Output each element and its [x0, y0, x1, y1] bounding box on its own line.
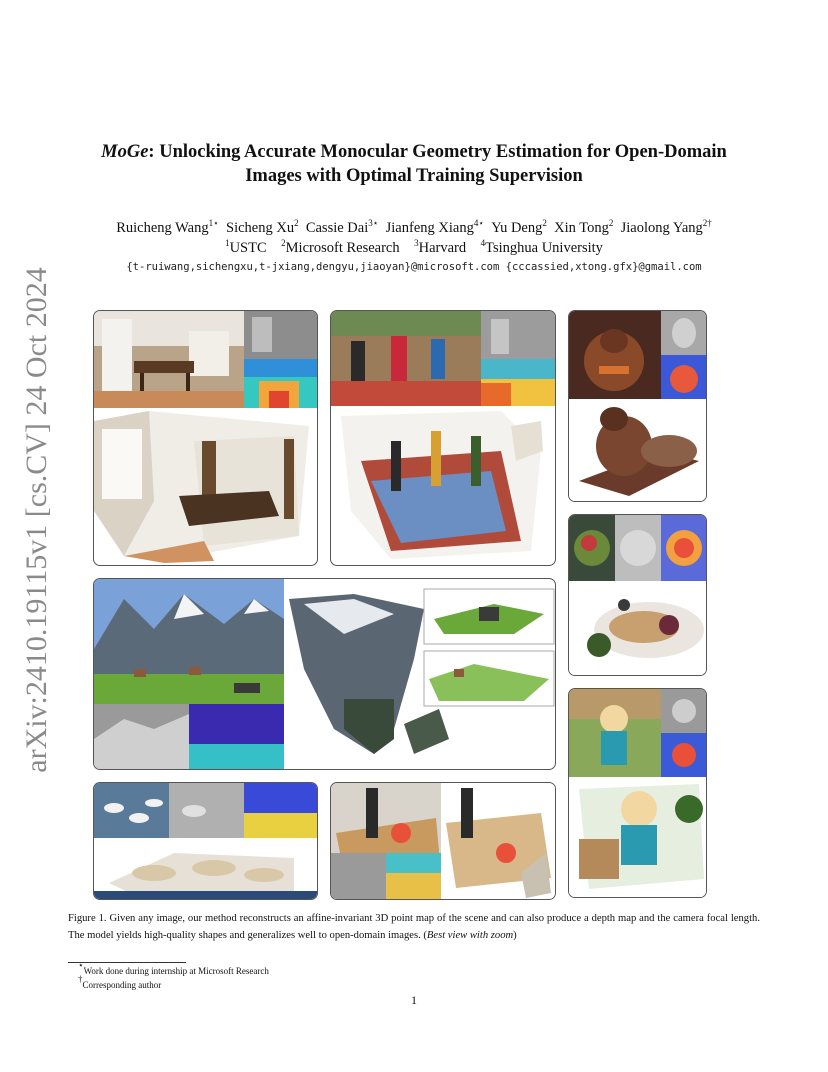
- caption-text: Given any image, our method reconstructs an affine-invariant 3D point map of the scene and can also produce a depth map and the camera focal length. The model yields high-quality shapes and generalizes well to open-domain images. (: [68, 913, 760, 941]
- author-mark: 3⋆: [368, 218, 379, 228]
- affiliation-name: USTC: [229, 240, 267, 256]
- author-name: Jiaolong Yang: [620, 220, 703, 236]
- anime-illustration: [569, 689, 707, 898]
- author-entry: [386, 220, 484, 236]
- mountain-illustration: [94, 579, 556, 770]
- pelicans-panel: [93, 782, 318, 900]
- affiliation-mark: 4: [480, 238, 486, 248]
- page-number: 1: [411, 993, 417, 1007]
- anime-panel: [568, 688, 707, 898]
- author-mark: 2: [542, 218, 547, 228]
- author-entry: [621, 220, 712, 236]
- affiliation-mark: 1: [225, 238, 230, 248]
- caption-end: ): [513, 929, 517, 941]
- market-panel: [330, 310, 556, 566]
- author-mark: 2: [608, 218, 614, 228]
- caption-label: Figure 1.: [68, 913, 107, 924]
- author-name: Xin Tong: [554, 220, 609, 236]
- affiliation-name: Microsoft Research: [285, 240, 400, 256]
- author-mark: 4⋆: [473, 218, 484, 228]
- robot-panel: [330, 782, 556, 900]
- author-entry: [306, 220, 379, 236]
- affiliation-name: Harvard: [418, 240, 467, 256]
- author-emails: {t-ruiwang,sichengxu,t-jxiang,dengyu,jiaoyan}@microsoft.com {cccassied,xtong.gfx}@gmail.com: [126, 261, 702, 273]
- author-name: Cassie Dai: [305, 220, 369, 236]
- author-name: Sicheng Xu: [226, 220, 295, 236]
- title-method-name: MoGe: [101, 142, 149, 162]
- food-illustration: [569, 515, 707, 676]
- author-mark: 1⋆: [208, 218, 219, 228]
- affiliation-name: Tsinghua University: [485, 240, 603, 256]
- footnote-2-text: Corresponding author: [82, 980, 162, 990]
- footnote-2: [78, 974, 162, 990]
- affiliation-entry: [225, 240, 267, 256]
- pelicans-illustration: [94, 783, 318, 900]
- paper-title: [60, 140, 768, 188]
- footnote-2-mark: †: [78, 974, 83, 984]
- author-entry: [116, 220, 219, 236]
- title-line-2: Images with Optimal Training Supervision: [245, 166, 583, 186]
- author-mark: 2†: [702, 218, 712, 228]
- title-line-1: : Unlocking Accurate Monocular Geometry Estimation for Open-Domain: [148, 142, 727, 162]
- arxiv-stamp-text: arXiv:2410.19115v1 [cs.CV] 24 Oct 2024: [20, 267, 53, 773]
- affiliation-entry: [414, 240, 466, 256]
- robot-illustration: [331, 783, 556, 900]
- author-entry: [554, 220, 613, 236]
- food-panel: [568, 514, 707, 676]
- affiliation-entry: [481, 240, 603, 256]
- author-list: [40, 218, 788, 238]
- figure-caption: [68, 911, 760, 944]
- creature-illustration: [569, 311, 707, 502]
- author-mark: 2: [294, 218, 299, 228]
- caption-italic: Best view with zoom: [426, 929, 514, 941]
- author-name: Yu Deng: [491, 220, 543, 236]
- footnote-1: [78, 960, 269, 976]
- living-room-illustration: [94, 311, 318, 566]
- footnote-1-text: Work done during internship at Microsoft Research: [83, 966, 269, 976]
- living-room-panel: [93, 310, 318, 566]
- market-illustration: [331, 311, 556, 566]
- author-entry: [226, 220, 299, 236]
- author-entry: [491, 220, 547, 236]
- author-name: Jianfeng Xiang: [385, 220, 474, 236]
- affiliation-list: [40, 238, 788, 258]
- footnote-1-mark: ⋆: [78, 960, 84, 970]
- affiliation-entry: [281, 240, 399, 256]
- affiliation-mark: 2: [281, 238, 286, 248]
- mountain-panel: [93, 578, 556, 770]
- creature-panel: [568, 310, 707, 502]
- footnote-rule: [68, 962, 186, 963]
- affiliation-mark: 3: [414, 238, 419, 248]
- author-name: Ruicheng Wang: [116, 220, 209, 236]
